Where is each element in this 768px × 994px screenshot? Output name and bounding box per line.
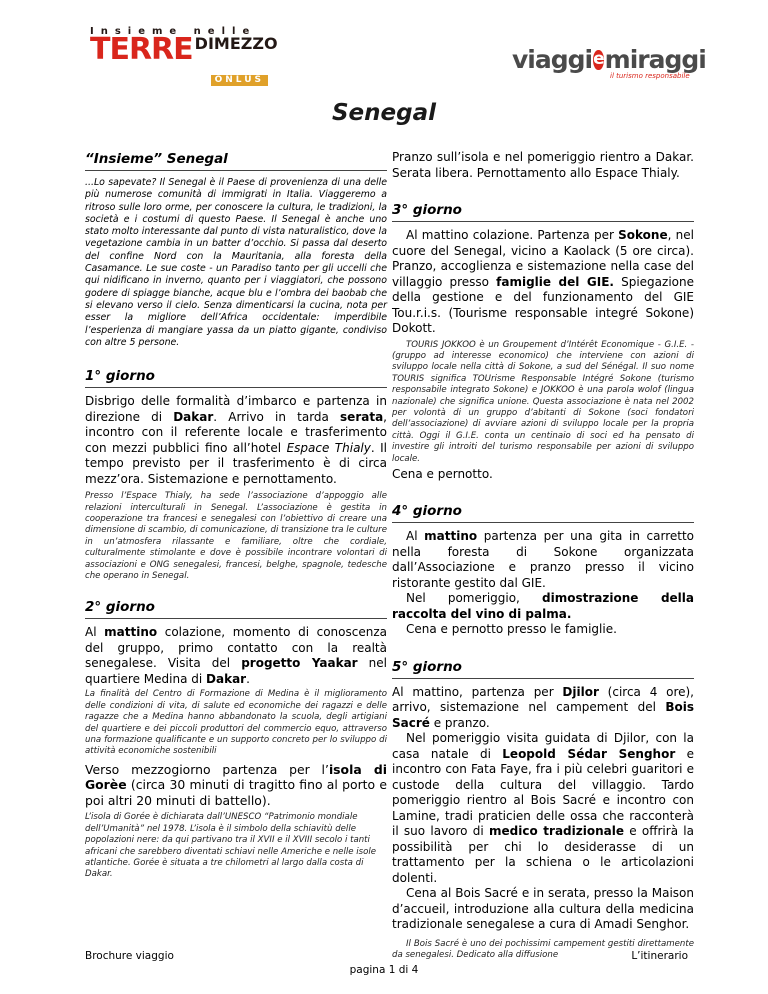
day4-text: Al mattino partenza per una gita in carretto nella foresta di Sokone organizzata dall’Associazione e pranzo presso il vicino ristorante gestito dal GIE. xyxy=(392,529,695,590)
footer-right: L’itinerario xyxy=(631,950,688,962)
logo-terre: TERRE xyxy=(90,32,193,67)
day1-text: Disbrigo delle formalità d’imbarco e partenza in direzione di Dakar. Arrivo in tarda serata, incontro con il referente locale e trasferimento con mezzi pubblici fino all’hotel Espace Thialy. Il tempo previsto per il trasferimento è di circa mezz’ora. Sistemazione e pernottamento. xyxy=(85,394,387,486)
day4-heading: 4° giorno xyxy=(392,502,694,523)
footer-left: Brochure viaggio xyxy=(85,950,174,962)
day1-note: Presso l’Espace Thialy, ha sede l’associazione d’appoggio alle relazioni interculturali in Senegal. L’associazione è gestita in cooperazione tra francesi e senegalesi con l’obiettivo di creare una dimensione di scambio, di comunicazione, di transizione tra le culture in un’atmosfera rilassante e familiare, oltre che cordiale, culturalmente stimolante e dove è possibile incontrare volontari di associazioni e ONG senegalesi, francesi, belghe, spagnole, tedesche che operano in Senegal. xyxy=(85,491,387,581)
day5-text: Al mattino, partenza per Djilor (circa 4 ore), arrivo, sistemazione nel campement del Bois Sacré e pranzo. xyxy=(392,684,694,730)
day3-heading: 3° giorno xyxy=(392,201,694,222)
day2-text-2: Verso mezzogiorno partenza per l’isola di Gorèe (circa 30 minuti di tragitto fino al porto e poi altri 20 minuti di battello). xyxy=(85,761,387,808)
day2-continued: Pranzo sull’isola e nel pomeriggio rientro a Dakar. Serata libera. Pernottamento allo Espace Thialy. xyxy=(392,150,694,180)
viaggiemiraggi-logo xyxy=(512,45,706,96)
logo-brand-e: e xyxy=(593,49,604,69)
day3-end: Cena e pernotto. xyxy=(392,466,493,481)
intro-heading: “Insieme” Senegal xyxy=(85,150,387,171)
day2-note-2: L’isola di Gorée è dichiarata dall’UNESCO “Patrimonio mondiale dell’Umanità” nel 1978. L’isola è il simbolo della schiavitù delle popolazioni nere: da qui partivano tra il XVII e il XVIII secolo i tanti africani che sarebbero diventati schiavi nelle Americhe e nelle isole atlantiche. Gorée è situata a tre chilometri al largo dalla costa di Dakar. xyxy=(85,812,377,880)
page-title: Senegal xyxy=(331,100,436,126)
day1-heading: 1° giorno xyxy=(85,367,387,388)
logo-line1: Insieme nelle xyxy=(90,26,257,37)
insieme-terre-dimezzo-logo xyxy=(90,26,280,88)
logo-brand-a: viaggi xyxy=(512,45,593,74)
day4-text-3: Cena e pernotto presso le famiglie. xyxy=(406,622,617,637)
day5-text-3: Cena al Bois Sacré e in serata, presso la Maison d’accueil, introduzione alla cultura della medicina tradizionale senegalese a cura di Amadi Senghor. xyxy=(392,886,694,932)
logo-tagline: il turismo responsabile xyxy=(610,72,690,80)
right-column xyxy=(392,150,694,974)
day2-text: Al mattino colazione, momento di conoscenza del gruppo, primo contatto con la realtà senegalese. Visita del progetto Yaakar nel quartiere Medina di Dakar. xyxy=(85,625,387,686)
day4-text-2: Nel pomeriggio, dimostrazione della raccolta del vino di palma. xyxy=(392,591,694,621)
intro-text: ...Lo sapevate? Il Senegal è il Paese di provenienza di una delle più numerose comunità di immigrati in Italia. Viaggeremo a ritroso sulle loro orme, per conoscere la cultura, le tradizioni, la società e i costumi di questo Paese. Il Senegal è anche uno stato molto interessante dal punto di vista naturalistico, dove la vegetazione cambia in un batter d’occhio. Si passa dal deserto del confine Nord con la Mauritania, alla foresta della Casamance. Le sue coste - un Paradiso tanto per gli uccelli che qui nidificano in inverno, quanto per i viaggiatori, che possono godere di spiagge bianche, acque blu e l’ombra dei baobab che si elevano verso il cielo. Senza dimenticarsi la cucina, nota per esser la migliore dell’Africa occidentale: imperdibile l’esperienza di mangiare yassa da un piatto gigante, condiviso con altre 5 persone. xyxy=(85,177,387,348)
day2-note: La finalità del Centro di Formazione di Medina è il miglioramento delle condizioni di vita, di salute ed economiche dei ragazzi e delle ragazze che a Medina hanno abbandonato la scuola, degli artigiani del quartiere e dei piccoli produttori del commercio equo, attraverso una formazione qualificante e un supporto concreto per lo sviluppo di attività economiche sostenibili xyxy=(85,689,387,757)
logo-dimezzo: DIMEZZO xyxy=(194,34,278,53)
day2-heading: 2° giorno xyxy=(85,598,387,619)
day3-text: Al mattino colazione. Partenza per Sokone, nel cuore del Senegal, vicino a Kaolack (5 ore circa). Pranzo, accoglienza e sistemazione nella case del villaggio presso famiglie del GIE. Spiegazione della gestione e del funzionamento del GIE Tou.r.i.s. (Tourisme responsable integré Sokone) Dokott. xyxy=(392,228,694,335)
day3-note: TOURIS JOKKOO è un Groupement d’Intérêt Economique - G.I.E. - (gruppo ad interesse economico) che interviene con azioni di sviluppo locale nella città di Sokone, a sud del Sénégal. Il suo nome TOURIS significa TOUrisme Responsable Intégré Sokone (turismo responsabile integrato Sokone) e JOKKOO è una parola wolof (lingua nazionale) che significa unione. Questa associazione è nata nel 2002 per volontà di un gruppo d’abitanti di Sokone (soci fondatori dell’associazione) di avviare azioni di sviluppo locale per la propria città. Oggi il G.I.E. conta un centinaio di soci ed ha pensato di investire gli introiti del turismo responsabile per azioni di sviluppo locale. xyxy=(392,339,694,464)
footer-page-number: pagina 1 di 4 xyxy=(349,964,419,976)
day5-heading: 5° giorno xyxy=(392,658,694,679)
logo-brand-b: miraggi xyxy=(604,45,706,74)
day5-text-2: Nel pomeriggio visita guidata di Djilor, con la casa natale di Leopold Sédar Senghor e incontro con Fata Faye, fra i più celebri guaritori e custode della cultura del villaggio. Tardo pomeriggio rientro al Bois Sacré e incontro con Lamine, tradi praticien delle ossa che racconterà il suo lavoro di medico tradizionale e offrirà la possibilità per chi lo desiderasse di un trattamento per la schiena o le articolazioni dolenti. xyxy=(392,731,695,885)
logo-onlus: ONLUS xyxy=(211,75,268,86)
left-column xyxy=(85,150,387,893)
day5-note: Il Bois Sacré è uno dei pochissimi campement gestiti direttamente da senegalesi. Dedicato alla diffusione xyxy=(392,938,694,961)
